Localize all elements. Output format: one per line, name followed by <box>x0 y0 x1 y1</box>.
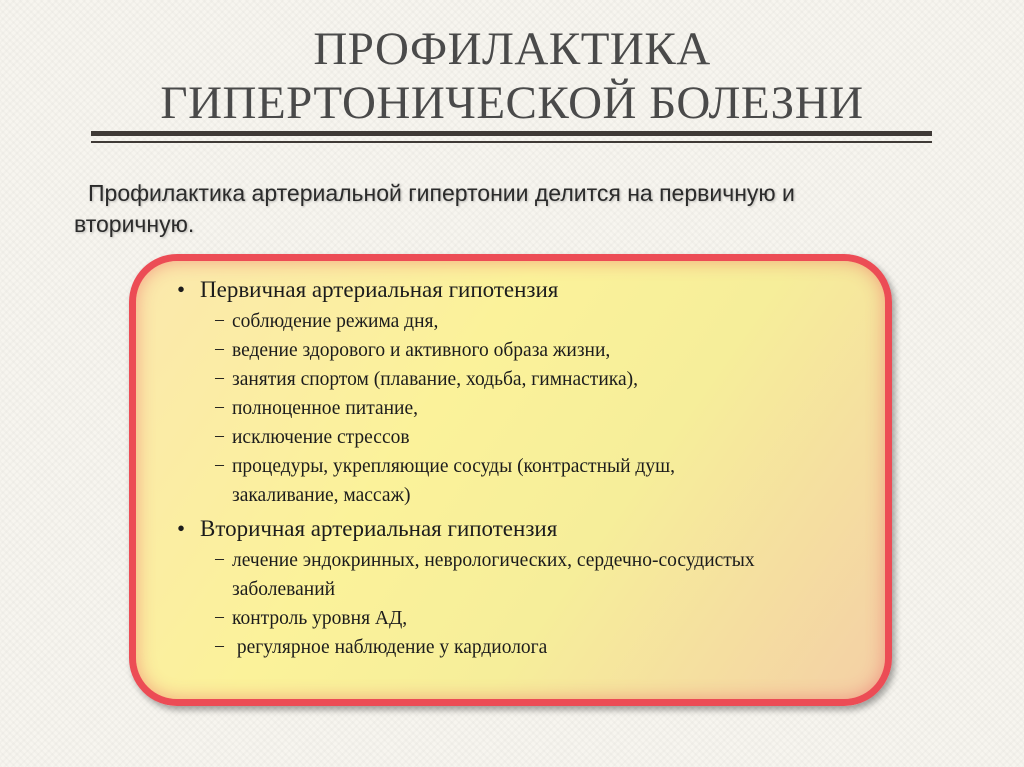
prevention-list <box>174 275 865 666</box>
intro-paragraph <box>74 178 974 240</box>
dash-icon: − <box>214 311 225 332</box>
list-item-continuation: закаливание, массаж) <box>232 485 411 506</box>
list-item <box>174 423 865 452</box>
prevention-box <box>129 254 892 706</box>
primary-measures-list <box>174 307 865 510</box>
list-item-text: регулярное наблюдение у кардиолога <box>232 637 548 658</box>
list-item <box>174 394 865 423</box>
bullet-icon: • <box>177 277 186 302</box>
bullet-icon: • <box>177 516 186 541</box>
list-item <box>174 633 865 662</box>
list-item-text: контроль уровня АД, <box>232 608 408 629</box>
section-heading-text: Вторичная артериальная гипотензия <box>200 516 558 541</box>
list-item-text: занятия спортом (плавание, ходьба, гимнастика), <box>232 369 638 390</box>
list-item-text: соблюдение режима дня, <box>232 311 439 332</box>
list-item-continuation: заболеваний <box>232 579 336 600</box>
list-item <box>174 452 865 510</box>
list-item <box>174 604 865 633</box>
dash-icon: − <box>214 550 225 571</box>
dash-icon: − <box>214 637 225 658</box>
list-item <box>174 546 865 604</box>
slide-title-line-2: ГИПЕРТОНИЧЕСКОЙ БОЛЕЗНИ <box>160 77 864 129</box>
section-heading-text: Первичная артериальная гипотензия <box>200 277 559 302</box>
list-item-text: исключение стрессов <box>232 427 410 448</box>
intro-line-1: Профилактика артериальной гипертонии делится на первичную и <box>88 180 795 206</box>
section-primary-heading <box>174 275 865 305</box>
dash-icon: − <box>214 456 225 477</box>
dash-icon: − <box>214 369 225 390</box>
slide-title <box>0 22 1024 130</box>
title-divider-thin <box>91 141 932 143</box>
dash-icon: − <box>214 427 225 448</box>
list-item-text: ведение здорового и активного образа жизни, <box>232 340 611 361</box>
dash-icon: − <box>214 340 225 361</box>
list-item-text: лечение эндокринных, неврологических, сердечно-сосудистых <box>232 550 755 571</box>
dash-icon: − <box>214 398 225 419</box>
list-item-text: полноценное питание, <box>232 398 419 419</box>
section-secondary-heading <box>174 514 865 544</box>
secondary-measures-list <box>174 546 865 662</box>
list-item <box>174 307 865 336</box>
intro-line-2: вторичную. <box>74 211 195 237</box>
list-item <box>174 336 865 365</box>
slide-title-line-1: ПРОФИЛАКТИКА <box>313 23 711 75</box>
dash-icon: − <box>214 608 225 629</box>
title-divider-thick <box>91 131 932 136</box>
list-item <box>174 365 865 394</box>
list-item-text: процедуры, укрепляющие сосуды (контрастный душ, <box>232 456 675 477</box>
